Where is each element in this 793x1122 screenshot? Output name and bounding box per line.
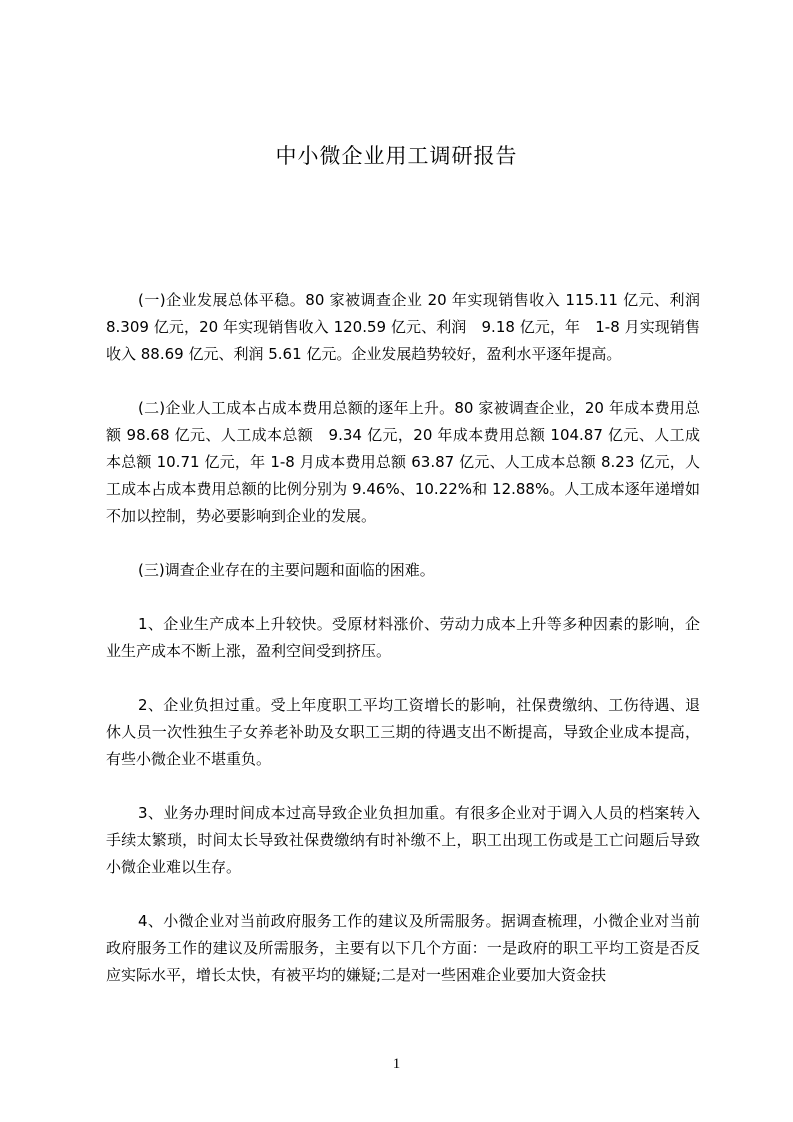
- paragraph-spacer: [106, 665, 700, 692]
- paragraph-spacer: [106, 584, 700, 611]
- paragraph-production-cost: 1、企业生产成本上升较快。受原材料涨价、劳动力成本上升等多种因素的影响，企业生产成本不断上涨，盈利空间受到挤压。: [106, 615, 700, 660]
- paragraph-spacer: [106, 773, 700, 800]
- paragraph-spacer: [106, 530, 700, 557]
- paragraph-spacer: [106, 368, 700, 395]
- document-title: 中小微企业用工调研报告: [275, 144, 518, 168]
- paragraph-business-development: (一)企业发展总体平稳。80 家被调查企业 20 年实现销售收入 115.11 亿元、利润 8.309 亿元，20 年实现销售收入 120.59 亿元、利润 9.18 亿元，年 1-8 月实现销售收入 88.69 亿元、利润 5.61 亿元。企业发展趋势较好，盈利水平逐年提高。: [106, 291, 700, 363]
- paragraph-labor-cost: (二)企业人工成本占成本费用总额的逐年上升。80 家被调查企业，20 年成本费用总额 98.68 亿元、人工成本总额 9.34 亿元，20 年成本费用总额 104.87 亿元、人工成本总额 10.71 亿元，年 1-8 月成本费用总额 63.87 亿元、人工成本总额 8.23 亿元，人工成本占成本费用总额的比例分别为 9.46%、10.22%和 12.88%。人工成本逐年递增如不加以控制，势必要影响到企业的发展。: [106, 399, 700, 525]
- paragraph-burden: 2、企业负担过重。受上年度职工平均工资增长的影响，社保费缴纳、工伤待遇、退休人员一次性独生子女养老补助及女职工三期的待遇支出不断提高，导致企业成本提高，有些小微企业不堪重负。: [106, 696, 700, 768]
- page-number: 1: [392, 1056, 401, 1072]
- paragraph-government-suggestions: 4、小微企业对当前政府服务工作的建议及所需服务。据调查梳理，小微企业对当前政府服务工作的建议及所需服务，主要有以下几个方面：一是政府的职工平均工资是否反应实际水平，增长太快，有被平均的嫌疑;二是对一些困难企业要加大资金扶: [106, 912, 700, 984]
- paragraph-spacer: [106, 881, 700, 908]
- paragraph-problems-heading: (三)调查企业存在的主要问题和面临的困难。: [138, 561, 435, 579]
- document-body: [106, 287, 700, 989]
- paragraph-time-cost: 3、业务办理时间成本过高导致企业负担加重。有很多企业对于调入人员的档案转入手续太繁琐，时间太长导致社保费缴纳有时补缴不上，职工出现工伤或是工亡问题后导致小微企业难以生存。: [106, 804, 700, 876]
